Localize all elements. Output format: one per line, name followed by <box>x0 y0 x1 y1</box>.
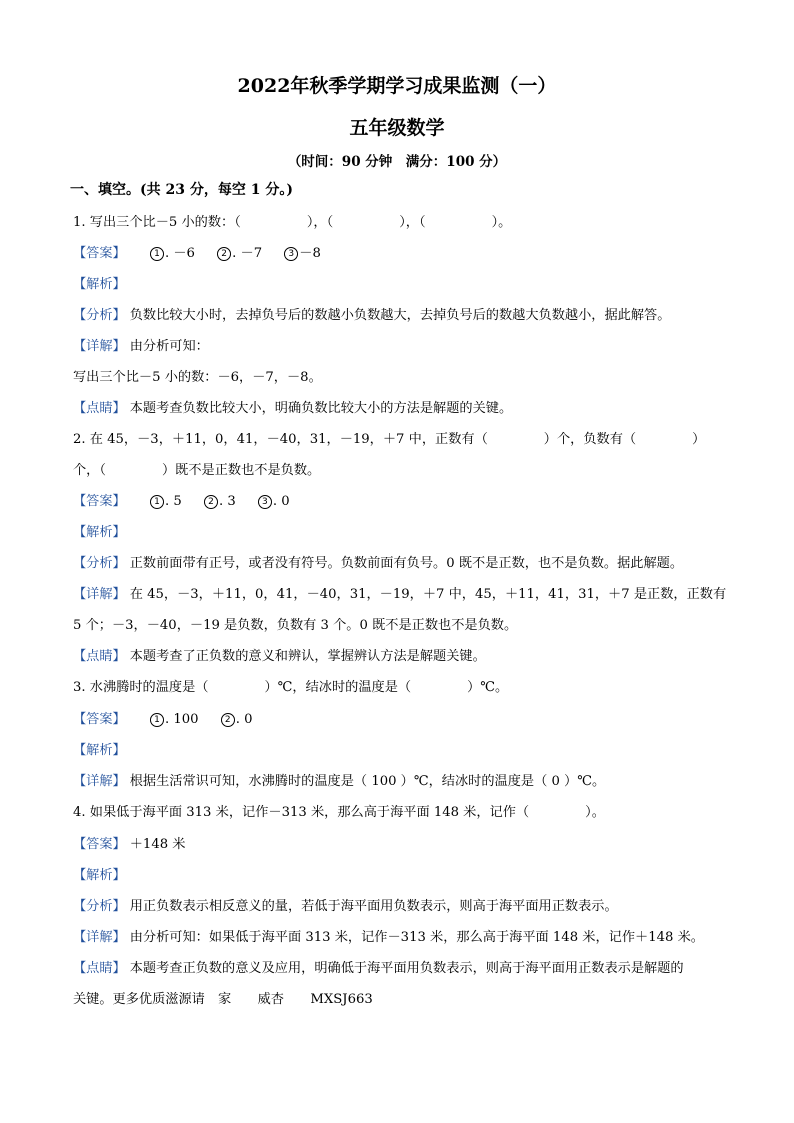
question-4-stem: 4. 如果低于海平面 313 米，记作－313 米，那么高于海平面 148 米，记作（ ）。 <box>73 805 605 820</box>
question-1-solution-heading: 【解析】 <box>73 277 126 292</box>
question-3-detail: 【详解】 根据生活常识可知，水沸腾时的温度是（ 100 ）℃，结冰时的温度是（ 0 ）℃。 <box>73 774 606 789</box>
question-1-detail: 【详解】 由分析可知： <box>73 339 209 354</box>
page-title: 2022年秋季学期学习成果监测（一） <box>237 75 557 97</box>
question-1-detail-line: 写出三个比－5 小的数：－6，－7，－8。 <box>73 370 322 385</box>
question-3-answer: 【答案】 1 . 100 2 . 0 <box>73 712 253 727</box>
question-2-detail: 【详解】 在 45，－3，＋11，0，41，－40，31，－19，＋7 中，45，＋11，41，31，＋7 是正数，正数有 <box>73 587 727 602</box>
question-3-solution-heading: 【解析】 <box>73 743 126 758</box>
question-2-solution-heading: 【解析】 <box>73 525 126 540</box>
question-1-answer: 【答案】 1 . －6 2 . －7 3 －8 <box>73 246 321 261</box>
question-4-comment-line: 关键。更多优质滋源请 家 威杏 MXSJ663 <box>73 992 373 1007</box>
question-2-detail-line: 5 个；－3，－40，－19 是负数，负数有 3 个。0 既不是正数也不是负数。 <box>73 618 518 633</box>
question-4-solution-heading: 【解析】 <box>73 868 126 883</box>
question-2-comment: 【点睛】 本题考查了正负数的意义和辨认，掌握辨认方法是解题关键。 <box>73 649 486 664</box>
question-2-stem: 2. 在 45，－3，＋11，0，41，－40，31，－19，＋7 中，正数有（ ）个，负数有（ ） <box>73 432 706 447</box>
question-4-detail: 【详解】 由分析可知：如果低于海平面 313 米，记作－313 米，那么高于海平面 148 米，记作＋148 米。 <box>73 930 704 945</box>
section-heading: 一、填空。(共 23 分，每空 1 分。) <box>70 182 293 198</box>
question-4-analysis: 【分析】 用正负数表示相反意义的量，若低于海平面用负数表示，则高于海平面用正数表示。 <box>73 899 618 914</box>
question-2-answer: 【答案】 1 . 5 2 . 3 3 . 0 <box>73 494 290 509</box>
page-subtitle: 五年级数学 <box>349 117 445 139</box>
question-1-comment: 【点睛】 本题考查负数比较大小，明确负数比较大小的方法是解题的关键。 <box>73 401 513 416</box>
question-3-stem: 3. 水沸腾时的温度是（ ）℃，结冰时的温度是（ ）℃。 <box>73 680 509 695</box>
question-4-comment: 【点睛】 本题考查正负数的意义及应用，明确低于海平面用负数表示，则高于海平面用正数表示是解题的 <box>73 961 684 976</box>
exam-meta: （时间：90 分钟 满分：100 分） <box>287 154 507 170</box>
question-4-answer: 【答案】 ＋148 米 <box>73 837 186 852</box>
question-2-analysis: 【分析】 正数前面带有正号，或者没有符号。负数前面有负号。0 既不是正数，也不是负数。据此解题。 <box>73 556 684 571</box>
question-1-analysis: 【分析】 负数比较大小时，去掉负号后的数越小负数越大，去掉负号后的数越大负数越小，据此解答。 <box>73 308 671 323</box>
question-2-stem-cont: 个，（ ）既不是正数也不是负数。 <box>73 463 321 478</box>
question-1-stem: 1. 写出三个比－5 小的数：（ ），（ ），（ ）。 <box>73 215 512 230</box>
